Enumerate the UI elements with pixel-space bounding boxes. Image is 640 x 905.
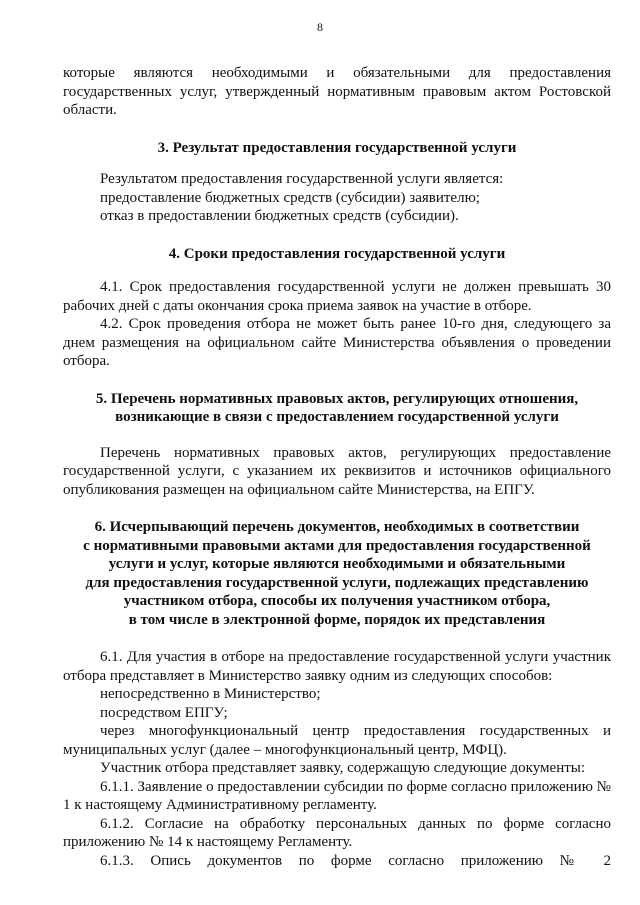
document-body xyxy=(63,64,611,870)
section-6-body xyxy=(63,648,611,870)
section-4-heading: 4. Сроки предоставления государственной услуги xyxy=(168,245,506,262)
section-3-heading: 3. Результат предоставления государственной услуги xyxy=(157,139,517,156)
section-4-body xyxy=(63,278,611,371)
section-6-heading-line: для предоставления государственной услуги, подлежащих представлению xyxy=(85,574,589,591)
section-5-heading-line: 5. Перечень нормативных правовых актов, регулирующих отношения, xyxy=(95,390,579,407)
section-6-heading-line: участником отбора, способы их получения участником отбора, xyxy=(123,593,551,609)
intro-paragraph: которые являются необходимыми и обязательными для предоставления государственных услуг, утвержденный нормативным правовым актом Ростовской области. xyxy=(63,65,611,118)
paragraph-6-1: 6.1. Для участия в отборе на предоставление государственной услуги участник отбора представляет в Министерство заявку одним из следующих способов: xyxy=(63,649,611,684)
submission-way: через многофункциональный центр предоставления государственных и муниципальных услуг (далее – многофункциональный центр, МФЦ). xyxy=(63,723,611,758)
section-6-heading-line: с нормативными правовыми актами для предоставления государственной xyxy=(83,537,591,554)
section-6-heading-line: 6. Исчерпывающий перечень документов, необходимых в соответствии xyxy=(94,519,580,535)
paragraph-6-1-2: 6.1.2. Согласие на обработку персональных данных по форме согласно приложению № 14 к настоящему Регламенту. xyxy=(63,815,611,850)
section-3-line: предоставление бюджетных средств (субсидии) заявителю; xyxy=(100,189,480,206)
section-6-heading-line: услуги и услуг, которые являются необходимыми и обязательными xyxy=(108,556,566,572)
section-6-heading xyxy=(63,518,611,629)
section-5-heading-line: возникающие в связи с предоставлением государственной услуги xyxy=(115,409,559,425)
page-number: 8 xyxy=(317,20,323,34)
section-3-body xyxy=(63,170,611,226)
paragraph-6-1-3: 6.1.3. Опись документов по форме согласно приложению № 2 xyxy=(100,852,611,869)
submission-way: непосредственно в Министерство; xyxy=(100,686,321,702)
section-3-line: Результатом предоставления государственной услуги является: xyxy=(100,171,504,187)
section-5-paragraph: Перечень нормативных правовых актов, регулирующих предоставление государственной услуги, с указанием их реквизитов и источников официального опубликования размещен на официальном сайте Министерства, на ЕПГУ. xyxy=(63,444,611,498)
section-3-line: отказ в предоставлении бюджетных средств (субсидии). xyxy=(100,208,459,224)
paragraph-4-1: 4.1. Срок предоставления государственной услуги не должен превышать 30 рабочих дней с даты окончания срока приема заявок на участие в отборе. xyxy=(63,279,611,314)
documents-intro: Участник отбора представляет заявку, содержащую следующие документы: xyxy=(100,760,586,776)
submission-way: посредством ЕПГУ; xyxy=(100,704,228,721)
section-5-heading xyxy=(63,390,611,427)
paragraph-4-2: 4.2. Срок проведения отбора не может быть ранее 10-го дня, следующего за днем размещения на официальном сайте Министерства объявления о проведении отбора. xyxy=(63,316,611,369)
section-6-heading-line: в том числе в электронной форме, порядок их представления xyxy=(128,611,546,628)
paragraph-6-1-1: 6.1.1. Заявление о предоставлении субсидии по форме согласно приложению № 1 к настоящему Административному регламенту. xyxy=(63,778,611,813)
